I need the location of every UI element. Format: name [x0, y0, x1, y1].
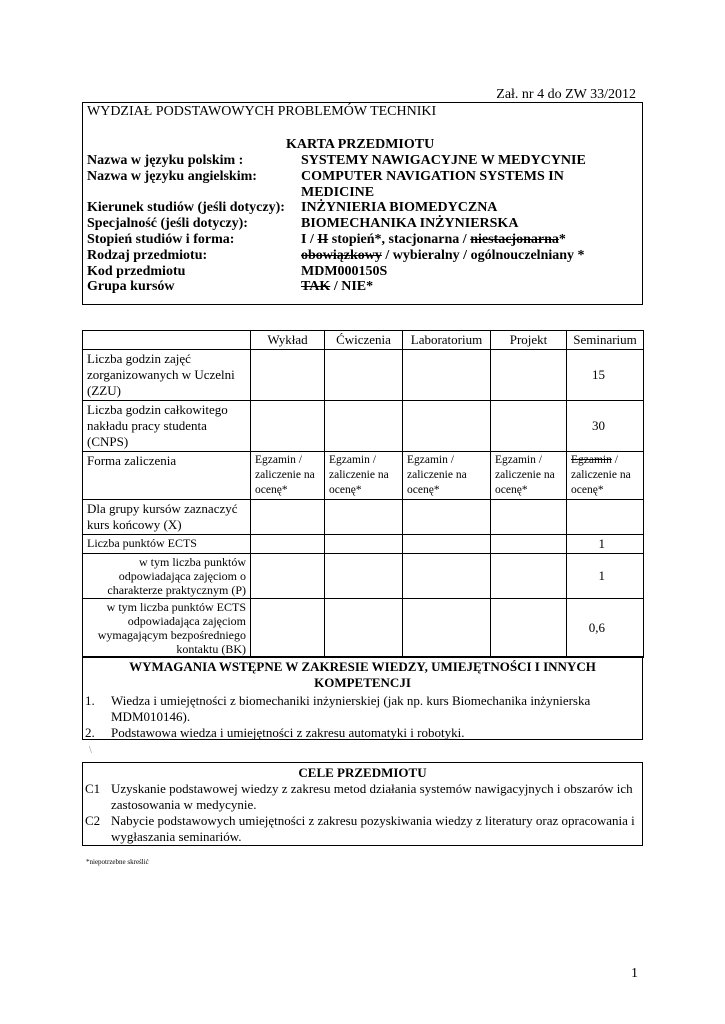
final-course-label: Dla grupy kursów zaznaczyć kurs końcowy (X): [83, 500, 251, 535]
hours-table: [82, 330, 644, 658]
name-en-value-line2: MEDICINE: [301, 184, 375, 200]
page-number: 1: [631, 966, 638, 981]
course-goals-box: [82, 762, 643, 846]
card-title: KARTA PRZEDMIOTU: [286, 137, 435, 152]
degree-value: I / II stopień*, stacjonarna / niestacjonarna*: [301, 231, 566, 247]
table-row: [83, 350, 644, 401]
assessment-laboratory: Egzamin / zaliczenie na ocenę*: [403, 452, 491, 500]
attachment-reference: Zał. nr 4 do ZW 33/2012: [496, 87, 636, 102]
course-info-table: [87, 153, 636, 295]
col-exercises: Ćwiczenia: [325, 331, 403, 350]
prerequisites-title: WYMAGANIA WSTĘPNE W ZAKRESIE WIEDZY, UMIEJĘTNOŚCI I INNYCH KOMPETENCJI: [129, 659, 596, 690]
zzu-label: Liczba godzin zajęć zorganizowanych w Uczelni (ZZU): [83, 350, 251, 401]
assessment-exercises: Egzamin / zaliczenie na ocenę*: [325, 452, 403, 500]
table-row: [83, 535, 644, 554]
prerequisites-list: [85, 693, 636, 741]
name-pl-value: SYSTEMY NAWIGACYJNE W MEDYCYNIE: [301, 153, 586, 168]
ects-seminar-value: 1: [567, 535, 644, 554]
col-lecture: Wykład: [251, 331, 325, 350]
course-group-label: Grupa kursów: [87, 279, 175, 295]
col-laboratory: Laboratorium: [403, 331, 491, 350]
col-project: Projekt: [491, 331, 567, 350]
field-value: INŻYNIERIA BIOMEDYCZNA: [301, 200, 498, 216]
practical-ects-seminar-value: 1: [567, 554, 644, 599]
stray-backslash: \: [89, 745, 92, 756]
assessment-label: Forma zaliczenia: [83, 452, 251, 500]
course-goals-list: [85, 781, 636, 845]
table-row: [83, 599, 644, 658]
table-row: [83, 452, 644, 500]
cnps-label: Liczba godzin całkowitego nakładu pracy studenta (CNPS): [83, 401, 251, 452]
zzu-seminar-value: 15: [567, 350, 644, 401]
list-item: C2 Nabycie podstawowych umiejętności z zakresu pozyskiwania wiedzy z literatury oraz opracowania i wygłaszania seminariów.: [85, 813, 635, 844]
contact-ects-seminar-value: 0,6: [567, 599, 644, 658]
table-header-row: [83, 331, 644, 350]
specialization-value: BIOMECHANIKA INŻYNIERSKA: [301, 216, 519, 232]
name-en-value-line1: COMPUTER NAVIGATION SYSTEMS IN: [301, 168, 564, 184]
course-code-label: Kod przedmiotu: [87, 263, 186, 279]
col-seminar: Seminarium: [567, 331, 644, 350]
course-info-box: [82, 102, 643, 305]
list-item: C1 Uzyskanie podstawowej wiedzy z zakresu metod działania systemów nawigacyjnych i obszarów ich zastosowania w medycynie.: [85, 781, 633, 812]
course-group-value: TAK / NIE*: [301, 279, 374, 295]
list-item: 1. Wiedza i umiejętności z biomechaniki inżynierskiej (jak np. kurs Biomechanika inżynierska MDM010146).: [85, 693, 591, 724]
contact-ects-label: w tym liczba punktów ECTS odpowiadająca zajęciom wymagającym bezpośredniego kontaktu (BK): [83, 599, 251, 658]
faculty-name: WYDZIAŁ PODSTAWOWYCH PROBLEMÓW TECHNIKI: [87, 104, 437, 119]
assessment-project: Egzamin / zaliczenie na ocenę*: [491, 452, 567, 500]
ects-label: Liczba punktów ECTS: [83, 535, 251, 554]
practical-ects-label: w tym liczba punktów odpowiadająca zajęciom o charakterze praktycznym (P): [83, 554, 251, 599]
cnps-seminar-value: 30: [567, 401, 644, 452]
field-label: Kierunek studiów (jeśli dotyczy):: [87, 200, 285, 216]
table-row: [83, 401, 644, 452]
assessment-seminar: Egzamin / zaliczenie na ocenę*: [567, 452, 644, 500]
footnote: *niepotrzebne skreślić: [86, 858, 149, 866]
specialization-label: Specjalność (jeśli dotyczy):: [87, 216, 248, 232]
degree-label: Stopień studiów i forma:: [87, 231, 235, 247]
course-goals-title: CELE PRZEDMIOTU: [298, 765, 427, 780]
name-en-label: Nazwa w języku angielskim:: [87, 168, 257, 184]
list-item: 2. Podstawowa wiedza i umiejętności z zakresu automatyki i robotyki.: [85, 725, 465, 740]
table-row: [83, 554, 644, 599]
course-type-value: obowiązkowy / wybieralny / ogólnouczelniany *: [301, 247, 585, 263]
assessment-lecture: Egzamin / zaliczenie na ocenę*: [251, 452, 325, 500]
course-type-label: Rodzaj przedmiotu:: [87, 247, 208, 263]
prerequisites-box: [82, 656, 643, 740]
course-code-value: MDM000150S: [301, 263, 388, 279]
name-pl-label: Nazwa w języku polskim :: [87, 153, 244, 168]
table-row: [83, 500, 644, 535]
